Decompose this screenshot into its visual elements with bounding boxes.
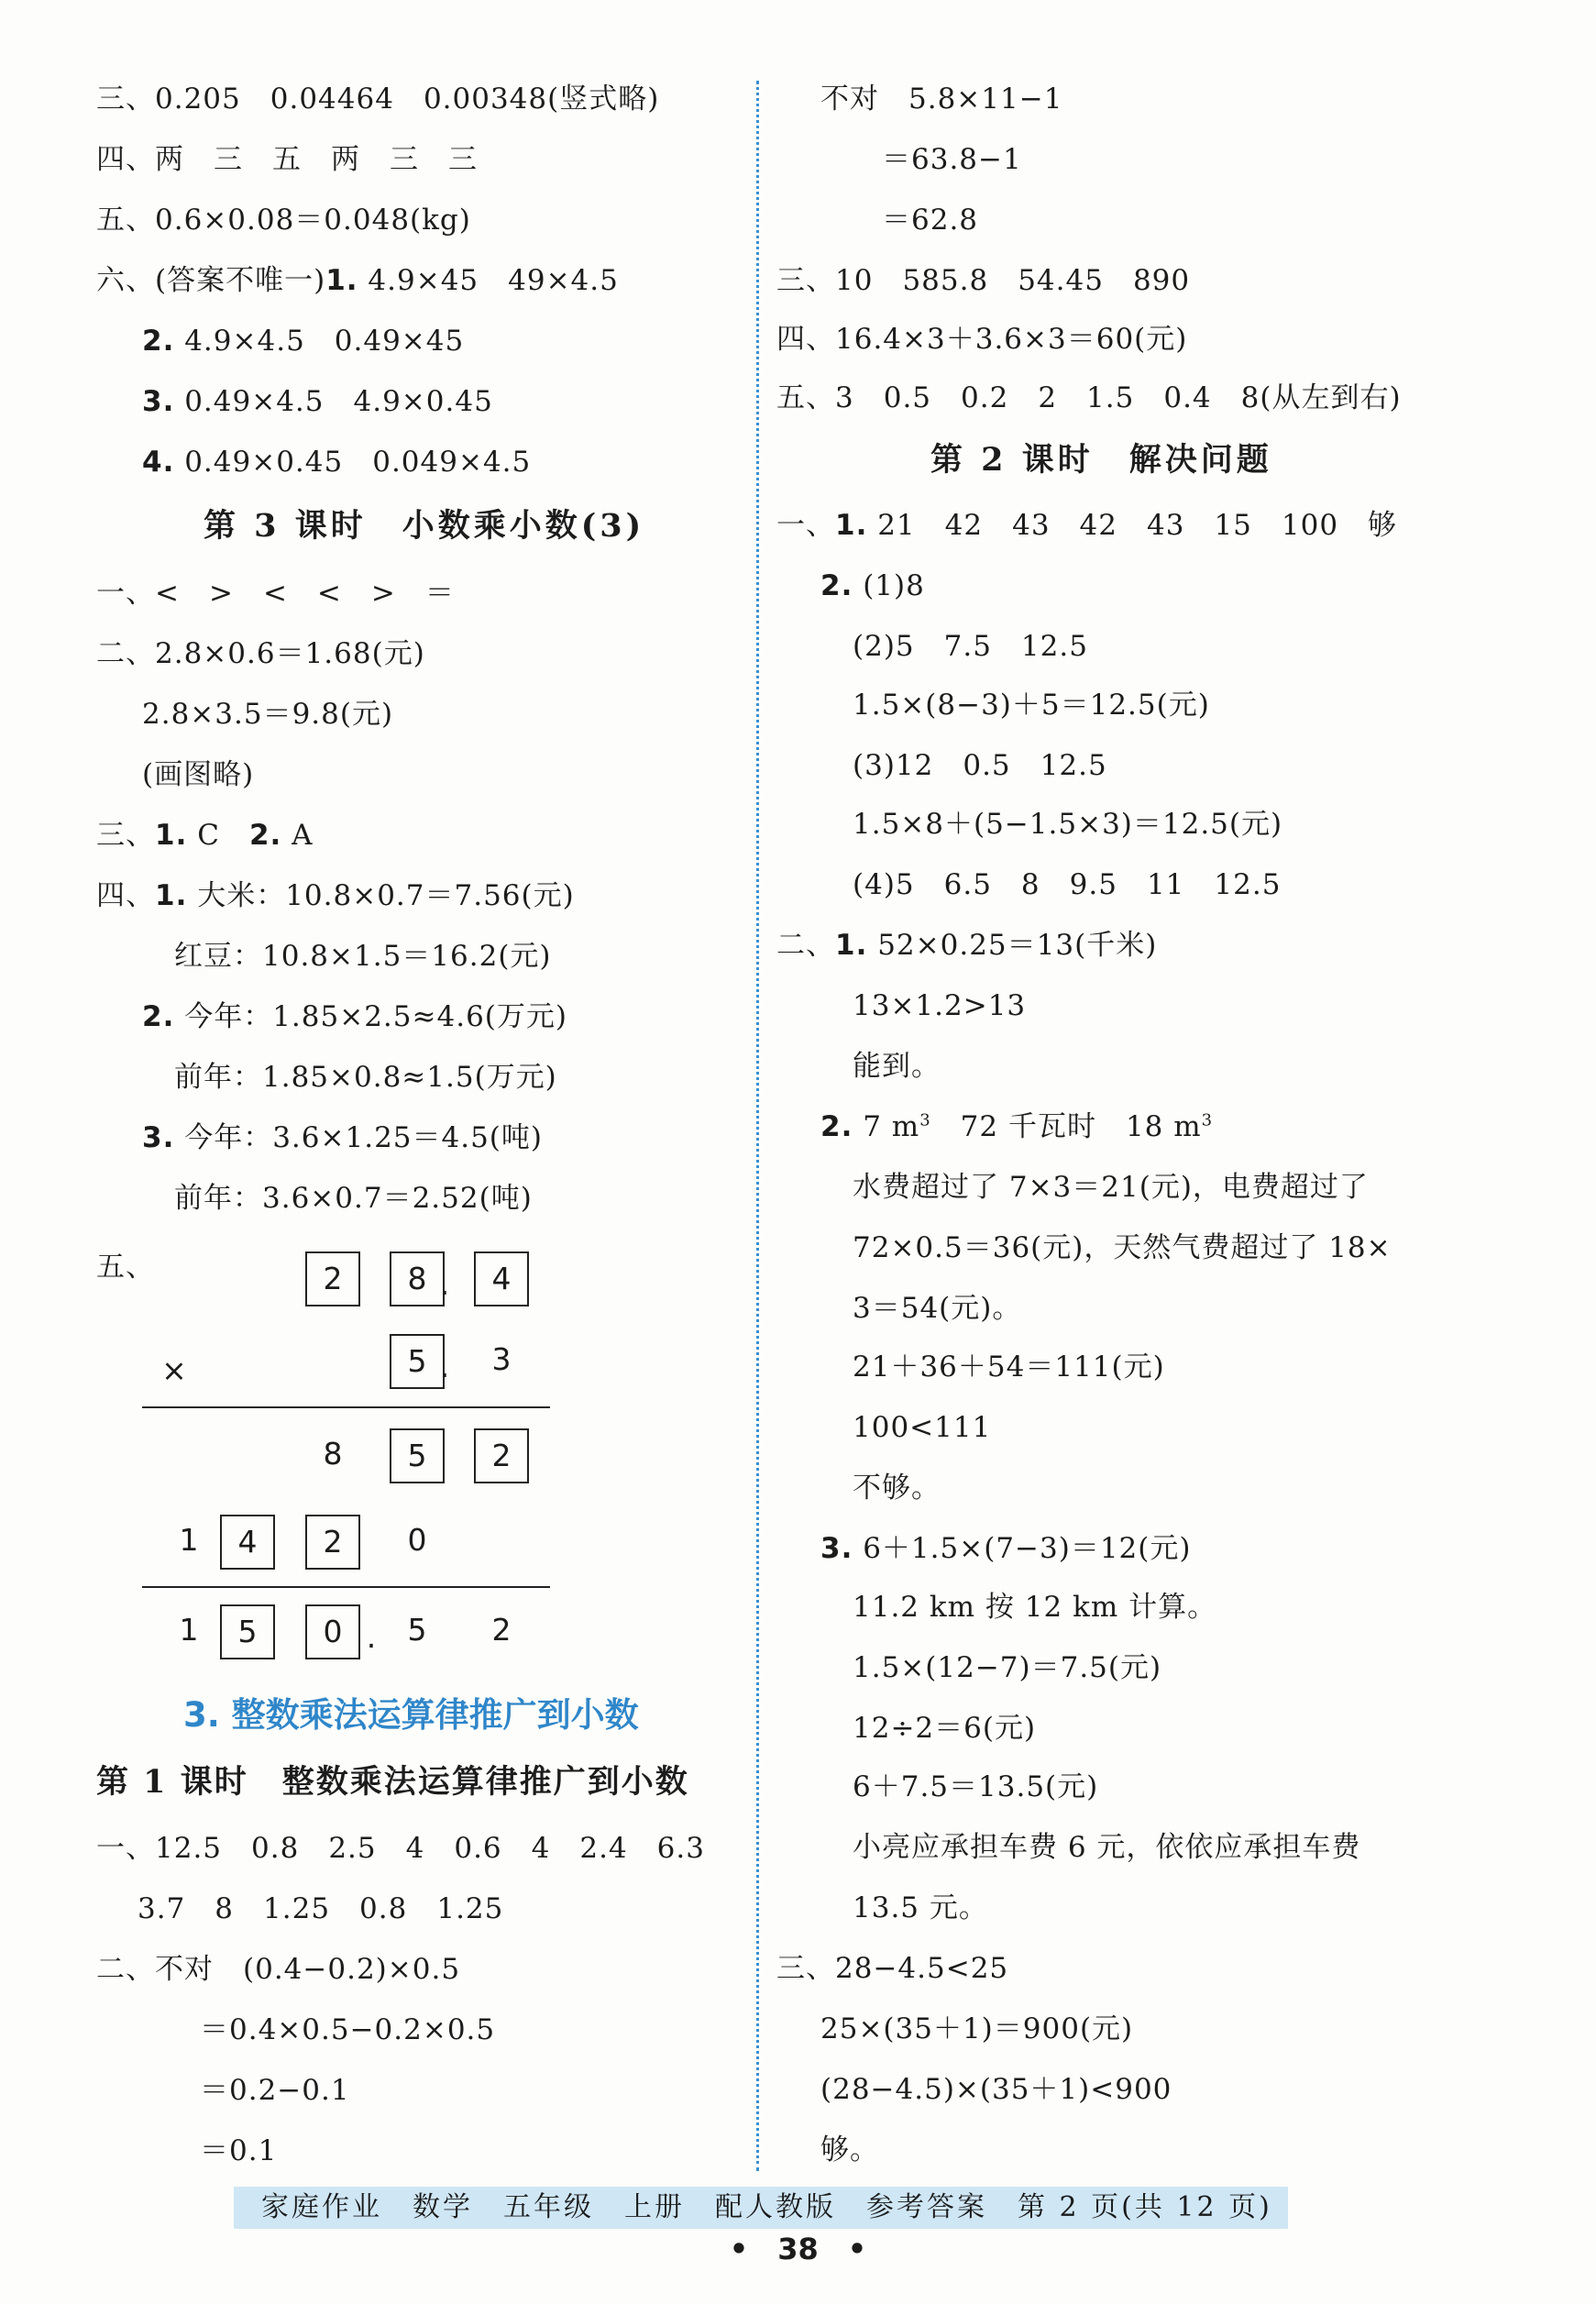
digit-box: 8 xyxy=(390,1251,445,1306)
answer-line: 六、(答案不唯一)1. 4.9×45 49×4.5 xyxy=(96,264,619,297)
digit: 0 xyxy=(407,1522,427,1558)
answer-line: 三、10 585.8 54.45 890 xyxy=(776,264,1191,297)
answer-line: 四、1. 大米：10.8×0.7＝7.56(元) xyxy=(96,879,575,912)
answer-line: 二、2.8×0.6＝1.68(元) xyxy=(96,637,425,670)
footer-caption: 家庭作业 数学 五年级 上册 配人教版 参考答案 第 2 页(共 12 页) xyxy=(261,2191,1272,2223)
answer-line: 72×0.5＝36(元)，天然气费超过了 18× xyxy=(853,1231,1392,1264)
digit-box: 4 xyxy=(220,1515,275,1570)
digit-box: 5 xyxy=(390,1428,445,1483)
answer-line: (4)5 6.5 8 9.5 11 12.5 xyxy=(853,868,1282,901)
multiply-sign: × xyxy=(161,1352,187,1388)
answer-line: 三、28−4.5<25 xyxy=(776,1952,1009,1985)
digit: 2 xyxy=(491,1612,512,1648)
answer-line: 一、12.5 0.8 2.5 4 0.6 4 2.4 6.3 xyxy=(96,1832,705,1865)
answer-line: (28−4.5)×(35＋1)<900 xyxy=(820,2073,1172,2106)
lesson-heading: 第 3 课时 小数乘小数(3) xyxy=(204,507,645,545)
answer-line: (3)12 0.5 12.5 xyxy=(853,749,1107,782)
answer-line: ＝63.8−1 xyxy=(882,143,1022,176)
answer-line: 100<111 xyxy=(853,1411,992,1444)
question-label: 五、 xyxy=(96,1251,155,1284)
answer-line: 一、1. 21 42 43 42 43 15 100 够 xyxy=(776,509,1398,542)
digit: 1 xyxy=(179,1612,199,1648)
answer-line: 不够。 xyxy=(853,1472,941,1505)
answer-line: ＝0.2−0.1 xyxy=(200,2074,350,2107)
answer-line: 四、两 三 五 两 三 三 xyxy=(96,143,478,176)
answer-line: 前年：1.85×0.8≈1.5(万元) xyxy=(174,1061,557,1094)
digit: 3 xyxy=(491,1341,512,1377)
answer-line: 3.7 8 1.25 0.8 1.25 xyxy=(138,1892,504,1925)
answer-line: 五、3 0.5 0.2 2 1.5 0.4 8(从左到右) xyxy=(776,381,1402,414)
digit-box: 2 xyxy=(474,1428,529,1483)
answer-line: 一、< > < < > ＝ xyxy=(96,577,455,610)
digit-box: 2 xyxy=(305,1515,360,1570)
answer-line: 2. 今年：1.85×2.5≈4.6(万元) xyxy=(142,1000,567,1033)
answer-line: 6＋7.5＝13.5(元) xyxy=(853,1770,1099,1803)
lesson-heading: 第 2 课时 解决问题 xyxy=(930,441,1272,479)
answer-line: ＝0.4×0.5−0.2×0.5 xyxy=(200,2013,496,2046)
page-number: • 38 • xyxy=(729,2232,867,2266)
answer-line: (2)5 7.5 12.5 xyxy=(853,630,1088,663)
digit-box: 4 xyxy=(474,1251,529,1306)
rule-line xyxy=(142,1406,550,1408)
answer-line: 21＋36＋54＝111(元) xyxy=(853,1350,1165,1384)
answer-line: 13×1.2>13 xyxy=(853,989,1027,1022)
digit: 5 xyxy=(407,1612,427,1648)
decimal-point: . xyxy=(439,1349,450,1384)
rule-line xyxy=(142,1586,550,1588)
answer-line: 3. 0.49×4.5 4.9×0.45 xyxy=(142,385,493,418)
answer-line: 红豆：10.8×1.5＝16.2(元) xyxy=(174,940,552,973)
answer-line: 2. (1)8 xyxy=(820,569,925,602)
answer-line: 11.2 km 按 12 km 计算。 xyxy=(853,1591,1217,1624)
digit: 8 xyxy=(323,1436,343,1472)
answer-line: 2. 7 $m^3$ 72 千瓦时 18 $m^3$ xyxy=(820,1110,1214,1143)
answer-line: 3. 6＋1.5×(7−3)＝12(元) xyxy=(820,1532,1192,1565)
answer-line: 13.5 元。 xyxy=(853,1891,988,1924)
answer-line: 1.5×(12−7)＝7.5(元) xyxy=(853,1651,1162,1684)
answer-line: ＝62.8 xyxy=(882,204,979,237)
answer-line: 二、1. 52×0.25＝13(千米) xyxy=(776,929,1158,962)
answer-line: 不对 5.8×11−1 xyxy=(820,83,1063,116)
answer-line: 2.8×3.5＝9.8(元) xyxy=(142,698,394,731)
answer-line: 二、不对 (0.4−0.2)×0.5 xyxy=(96,1953,461,1986)
answer-line: ＝0.1 xyxy=(200,2134,278,2167)
lesson-heading: 第 1 课时 整数乘法运算律推广到小数 xyxy=(96,1763,689,1801)
answer-line: 够。 xyxy=(820,2133,879,2166)
answer-line: 三、0.205 0.04464 0.00348(竖式略) xyxy=(96,83,660,116)
digit-box: 0 xyxy=(305,1604,360,1659)
answer-line: 4. 0.49×0.45 0.049×4.5 xyxy=(142,446,532,479)
answer-line: 3＝54(元)。 xyxy=(853,1292,1022,1325)
answer-line: 小亮应承担车费 6 元，依依应承担车费 xyxy=(853,1831,1361,1864)
answer-line: 12÷2＝6(元) xyxy=(853,1712,1037,1745)
decimal-point: . xyxy=(366,1619,377,1655)
answer-line: 25×(35＋1)＝900(元) xyxy=(820,2012,1134,2045)
answer-line: 2. 4.9×4.5 0.49×45 xyxy=(142,325,465,358)
answer-line: 五、0.6×0.08＝0.048(kg) xyxy=(96,204,471,237)
answer-line: (画图略) xyxy=(142,758,255,791)
answer-line: 前年：3.6×0.7＝2.52(吨) xyxy=(174,1182,533,1215)
answer-line: 三、1. C 2. A xyxy=(96,819,314,852)
section-heading: 3. 整数乘法运算律推广到小数 xyxy=(183,1695,639,1735)
digit: 1 xyxy=(179,1522,199,1558)
decimal-point: . xyxy=(439,1266,450,1302)
answer-line: 1.5×(8−3)＋5＝12.5(元) xyxy=(853,689,1210,722)
answer-line: 3. 今年：3.6×1.25＝4.5(吨) xyxy=(142,1121,543,1154)
answer-line: 能到。 xyxy=(853,1050,941,1083)
digit-box: 5 xyxy=(390,1334,445,1389)
digit-box: 2 xyxy=(305,1251,360,1306)
answer-line: 四、16.4×3＋3.6×3＝60(元) xyxy=(776,323,1188,356)
answer-line: 1.5×8＋(5−1.5×3)＝12.5(元) xyxy=(853,808,1283,841)
answer-line: 水费超过了 7×3＝21(元)，电费超过了 xyxy=(853,1171,1369,1204)
column-divider xyxy=(756,81,759,2171)
digit-box: 5 xyxy=(220,1604,275,1659)
